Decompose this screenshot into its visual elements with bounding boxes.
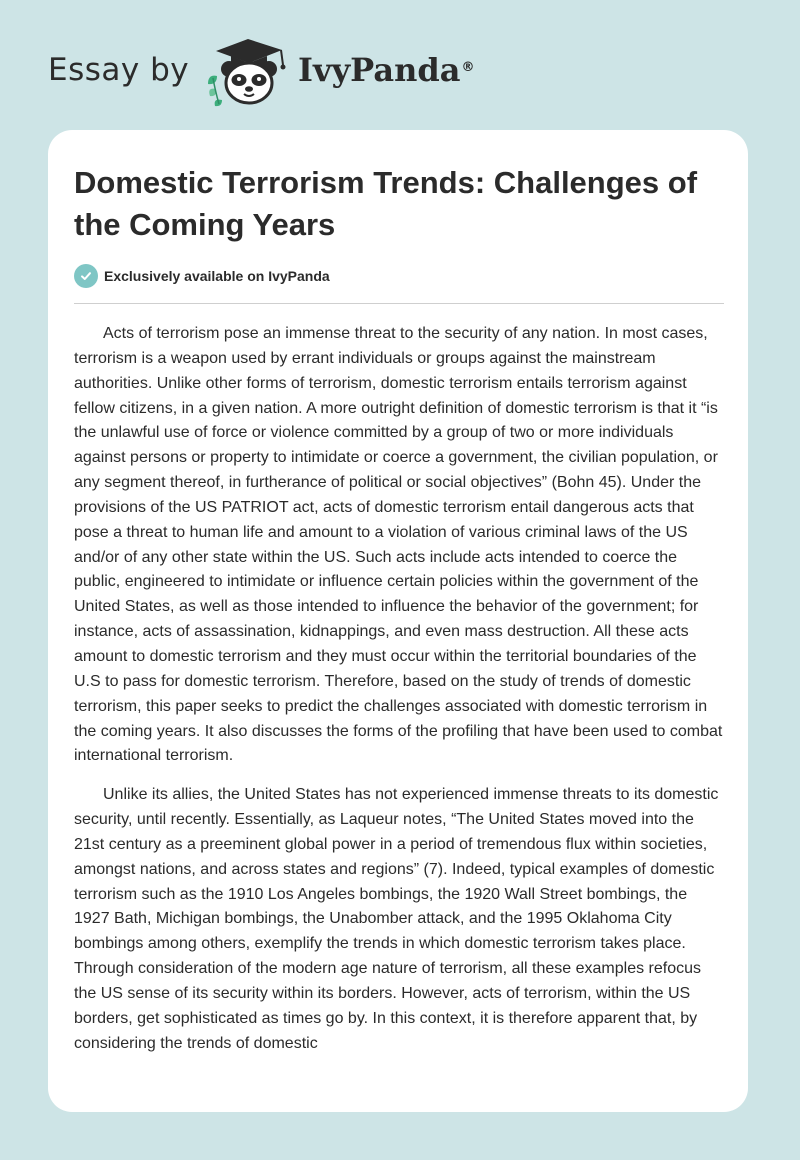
article-title: Domestic Terrorism Trends: Challenges of the Coming Years — [74, 165, 698, 242]
article-body — [74, 322, 724, 1070]
check-circle-icon — [74, 264, 98, 288]
brand-name[interactable] — [298, 50, 474, 90]
article-card — [48, 130, 748, 1112]
exclusive-badge-text: Exclusively available on IvyPanda — [104, 268, 330, 284]
brand-label: IvyPanda — [298, 51, 461, 89]
panda-graduate-logo-icon[interactable] — [202, 34, 294, 108]
paragraph: Unlike its allies, the United States has not experienced immense threats to its domestic security, until recently. Essentially, as Laqueur notes, “The United States moved into the 21st century as a preeminent global power in a period of tremendous flux within societies, amongst nations, and across states and regions” (7). Indeed, typical examples of domestic terrorism such as the 1910 Los Angeles bombings, the 1920 Wall Street bombings, the 1927 Bath, Michigan bombings, the Unabomber attack, and the 1995 Oklahoma City bombings among others, exemplify the trends in which domestic terrorism takes place. Through consideration of the modern age nature of terrorism, all these examples refocus the US sense of its security within its borders. However, acts of terrorism, within the US borders, get sophisticated as times go by. In this context, it is therefore apparent that, by considering the trends of domestic — [74, 786, 719, 1052]
essay-by-label: Essay by — [48, 52, 190, 88]
title-divider — [74, 303, 724, 304]
site-header — [0, 0, 800, 130]
exclusive-badge — [74, 263, 330, 289]
paragraph: Acts of terrorism pose an immense threat to the security of any nation. In most cases, terrorism is a weapon used by errant individuals or groups against the mainstream authorities. Unlike other forms of terrorism, domestic terrorism entails terrorism against fellow citizens, in a given nation. A more outright definition of domestic terrorism is that it “is the unlawful use of force or violence committed by a group of two or more individuals against persons or property to intimidate or coerce a government, the civilian population, or any segment thereof, in furtherance of political or social objectives” (Bohn 45). Under the provisions of the US PATRIOT act, acts of domestic terrorism entail dangerous acts that pose a threat to human life and amount to a violation of various criminal laws of the US and/or of any other state within the US. Such acts include acts intended to coerce the public, engineered to intimidate or influence certain policies within the government of the United States, as well as those intended to influence the behavior of the government; for instance, acts of assassination, kidnappings, and even mass destruction. All these acts amount to domestic terrorism and they must occur within the territorial boundaries of the U.S to pass for domestic terrorism. Therefore, based on the study of trends of domestic terrorism, this paper seeks to predict the challenges associated with domestic terrorism in the coming years. It also discusses the forms of the profiling that have been used to combat international terrorism. — [74, 325, 723, 765]
trademark-symbol: ® — [461, 60, 475, 75]
